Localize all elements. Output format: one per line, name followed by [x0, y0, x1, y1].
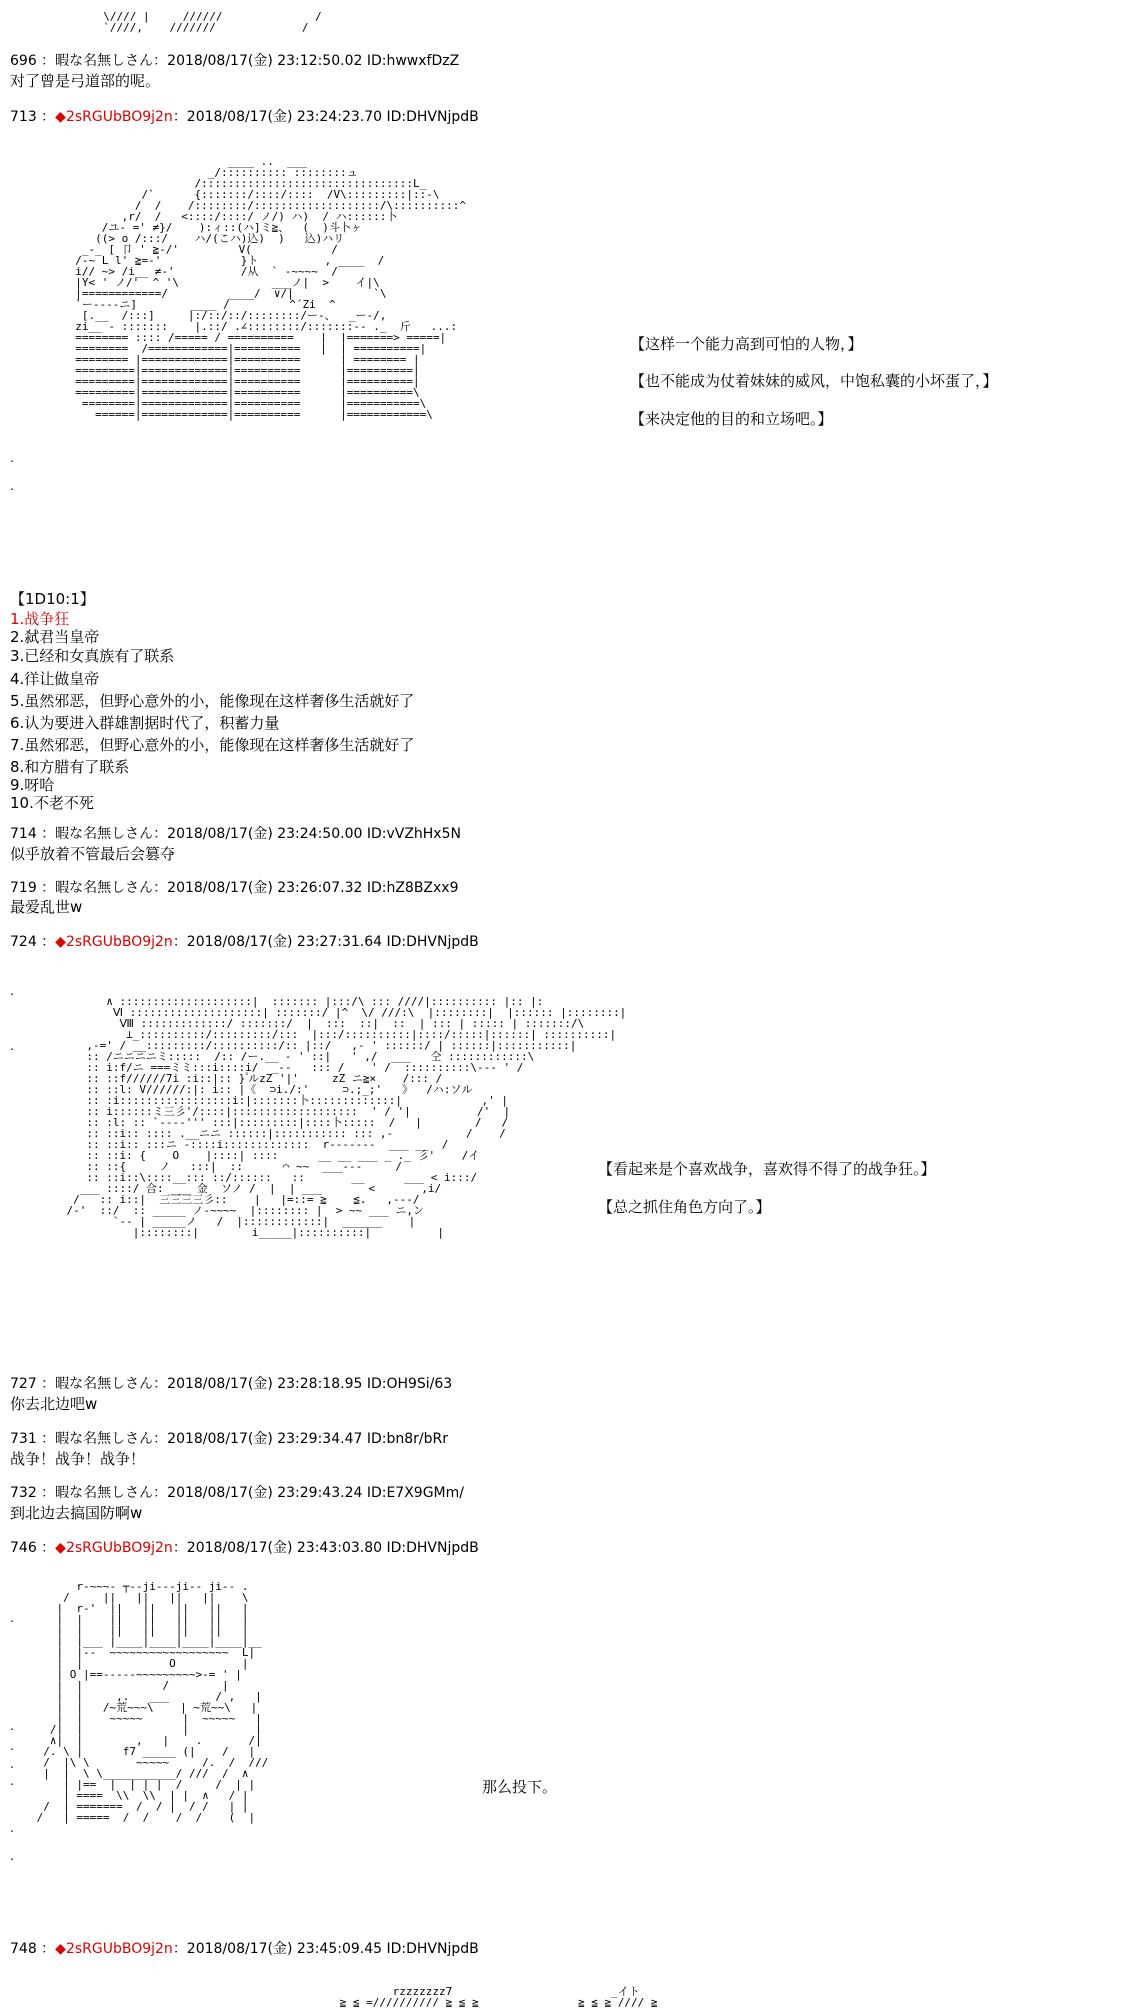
- margin-dot: .: [10, 479, 14, 493]
- narration-line: 【也不能成为仗着妹妹的威风，中饱私囊的小坏蛋了，】: [630, 372, 998, 390]
- post-number: 748 ：: [10, 1941, 56, 1957]
- margin-dot: .: [10, 1611, 14, 1625]
- ascii-art-character-2: ∧ ::::::::::::::::::::| ::::::: |:::/\ ::: ////|:::::::::: |:: |: Ⅵ ::::::::::::::::::::| :::::::/ |^ \/ ///:\ |::::::::| |:::::: |::::::::| Ⅷ :::::::::::::/ :::::::/ | ::: ::| :: | ::: | ::::: | :::::::/\ ⊥_::::::::::/:::::::::/::: |:::/::::::::::|::::/:::::|::::::| ::::::::::| ,-=' / __:::::::::/::::::::::/:: |::/ ,- ' ::::::/ | ::::::|:::::::::::| :: /ニニニニミ::::: /:: /ー.__ - ' ::| ' ,/ ___ 仝 ::::::::::::\ :: i:f/ニ ===ミミ:::i::::i/ _-- ::: / ' / ::::::::::\--- ' / :: ::f//////7i :i::|:: } ゚ルzZ '|' zZ ニ≧× /::: / :: ::l: V//////:|: i:: |《 ⊃i./:' ⊃.;_;' 》 /ハ:ソル :: :i:::::::::::::::::i:|:::::::卜:::::::::::::| ,' | :: i::::::ミ三彡'/::::|::::::::::::::::::: ' / '| /' | :: :l: :: `----''' :::|:::::::::|::::卜::::: / | / / :: ::i:: :::: .__ニニ ::::::|::::::::::: ::: ,- / / :: ::i:: :::ニ -::::i::::::::::::: r------- ___ __ / :: ::i: { O |::::| :::: __ __ ___ _ ._ 彡' /イ :: ::{ ノ :::| :: ⌒ ~~ ___--- / :: ::i::\::::__::: ::/:::::: :: __ ___ < i:::/ ___ ::::/ 合: ___ 金 ソノ / | | ___ < ,i/ / :: i::| 三三三三彡:: | |=::= ≧ ≦. ,---/ /-' ::/ :: _____ ノ-~~~~ |:::::::: | > ~~ ___ ニ,ン `-- | _____ノ / |::::::::::::| ______ | |::::::::| i_____|::::::::::| |: [66, 995, 627, 1239]
- post-header: [10, 933, 479, 951]
- ascii-art-character-3: r-~~~- ┬--ji---ji-- ji-- . / || || || || \ | r-' || || || || | | | || || || || | | | || || || || | | |___ |____|____|____|____|__ | |-- ~~~~~~~~~~~~~~~~~~ L| | | O | | O |==-----~~~~~~~~~>-= ' | | | / | | | ,. ___ / , | | | /~荒~~~\ | ~荒~~\ | | | ~~~~~ | ~~~~~ | /| | | | ∧| | , | . /| /. \ | f7 _____ (| / | / |\ \ ~~~~~ /. / /// | | \ \___________/ /// / ∧ | |== | | | | / / | | | ==== \\ \\ | | ∧ / | / | ======= / / | / / | | / | ===== / / / / ( |: [36, 1580, 269, 1824]
- post-body: 似乎放着不管最后会篡夺: [10, 845, 176, 863]
- post-meta: ：2018/08/17(金) 23:43:03.80 ID:DHVNjpdB: [172, 1540, 479, 1556]
- tripcode: ◆2sRGUbBO9j2n: [55, 109, 173, 125]
- post-header: 732 ：暇な名無しさん：2018/08/17(金) 23:29:43.24 ID:E7X9GMm/: [10, 1485, 464, 1501]
- post-number: 724 ：: [10, 934, 56, 950]
- tripcode: ◆2sRGUbBO9j2n: [55, 1540, 173, 1556]
- post-header: [10, 1539, 479, 1557]
- post-number: 746 ：: [10, 1540, 56, 1556]
- post-meta: ：2018/08/17(金) 23:27:31.64 ID:DHVNjpdB: [172, 934, 479, 950]
- dice-option: 10.不老不死: [10, 794, 94, 812]
- narration-line: 【这样一个能力高到可怕的人物，】: [630, 335, 863, 353]
- dice-option: 5.虽然邪恶，但野心意外的小，能像现在这样奢侈生活就好了: [10, 692, 415, 710]
- dice-option: 2.弑君当皇帝: [10, 628, 100, 646]
- post-number: 714 ：: [10, 826, 56, 842]
- dice-option: 9.呀哈: [10, 776, 55, 794]
- post-header: 731 ：暇な名無しさん：2018/08/17(金) 23:29:34.47 ID:bn8r/bRr: [10, 1431, 448, 1447]
- post-meta: ：2018/08/17(金) 23:24:23.70 ID:DHVNjpdB: [172, 109, 479, 125]
- dice-option: 3.已经和女真族有了联系: [10, 647, 175, 665]
- margin-dot: .: [10, 984, 14, 998]
- dice-title: 【1D10:1】: [10, 590, 95, 608]
- post-header: 696 ：暇な名無しさん：2018/08/17(金) 23:12:50.02 ID:hwwxfDzZ: [10, 53, 460, 69]
- top-art-fragment: \//// | ////// / `////, /////// /: [103, 10, 322, 34]
- margin-dot: .: [10, 451, 14, 465]
- ascii-art-character-1: ____ .. ___ _/:::::::::: ::::::::ュ /::::::::::::::::::::::::::::::::L_ /` {:::::::/::::/:::: /V\:::::::::|::-\ / / /::::::::/:::::::::::::::::::/\::::::::::^ ,r/ / <::::/::::/ ノ/) ハ) / ハ::::::卜 /ユ- =' ≠}/ ):ィ::(ハ]ミ≧、 ( )斗卜ヶ ((> o /:::/ ハ/(こハ)込) ) 込)ハリ _-_ [ 卩 ' ≧-/' V( / /-~ L l' ≧=-' }ト , ____ / i// ~> /i__ ≠-' /从 ` -~~~~ / |Y< ' ノ/' ^ '\ ___ノ| > イ|\ |============/ ____/ ∨/| `\ `ー----ニ] ____ / ^´Zi ^ [.__ /:::] |:/::/::/::::::::/ー-、 _ー-/, zi__ - ::::::: |.::/ .∠::::::::/:::::::-- ._ 斤 ...: ======== :::: /===== / ========== | |=======> =====| ======== /============|========== | | ==========| ======== |=============|========== | ======== | =========|=============|========== |==========| =========|=============|========== |==========| =========|=============|========== |==========\ ========|=============|========== |===========\ ======|=============|========== |============\: [75, 155, 466, 421]
- post-header: [10, 825, 461, 843]
- post-body: 最爱乱世w: [10, 898, 83, 916]
- post-body: 到北边去搞国防啊w: [10, 1504, 143, 1522]
- dice-option-selected: 1.战争狂: [10, 610, 70, 628]
- post-meta: 暇な名無しさん：2018/08/17(金) 23:24:50.00 ID:vVZhHx5N: [55, 826, 461, 842]
- margin-dot: .: [10, 1849, 14, 1863]
- ascii-art-character-4: rzzzzzzz7 _イト ≧ ≦ =////////// ≧ ≦ ≧ ≧ ≦ ≧ //// ≧: [339, 1985, 658, 2009]
- narration-line: 【来决定他的目的和立场吧。】: [630, 410, 833, 428]
- margin-dot: .: [10, 1719, 14, 1733]
- narration-line: 那么投下。: [482, 1778, 558, 1796]
- dice-option: 8.和方腊有了联系: [10, 758, 130, 776]
- post-number: 713 ：: [10, 109, 56, 125]
- post-header: 727 ：暇な名無しさん：2018/08/17(金) 23:28:18.95 ID:OH9Si/63: [10, 1376, 453, 1392]
- dice-option: 7.虽然邪恶，但野心意外的小，能像现在这样奢侈生活就好了: [10, 736, 415, 754]
- dice-option: 6.认为要进入群雄割据时代了，积蓄力量: [10, 714, 280, 732]
- tripcode: ◆2sRGUbBO9j2n: [55, 1941, 173, 1957]
- post-body: 战争！战争！战争！: [10, 1450, 146, 1468]
- margin-dot: .: [10, 1821, 14, 1835]
- post-meta: ：2018/08/17(金) 23:45:09.45 ID:DHVNjpdB: [172, 1941, 479, 1957]
- post-header: 719 ：暇な名無しさん：2018/08/17(金) 23:26:07.32 ID:hZ8BZxx9: [10, 880, 459, 896]
- margin-dot: .: [10, 1039, 14, 1053]
- dice-option: 4.徉让做皇帝: [10, 670, 100, 688]
- narration-line: 【看起来是个喜欢战争，喜欢得不得了的战争狂。】: [598, 1160, 936, 1178]
- margin-dot: .: [10, 1774, 14, 1788]
- post-body: 你去北边吧w: [10, 1395, 98, 1413]
- narration-line: 【总之抓住角色方向了。】: [598, 1198, 771, 1216]
- post-body: 对了曾是弓道部的呢。: [10, 72, 161, 90]
- post-header: [10, 108, 479, 126]
- tripcode: ◆2sRGUbBO9j2n: [55, 934, 173, 950]
- margin-dot: .: [10, 1757, 14, 1771]
- post-header: [10, 1940, 479, 1958]
- margin-dot: .: [10, 1739, 14, 1753]
